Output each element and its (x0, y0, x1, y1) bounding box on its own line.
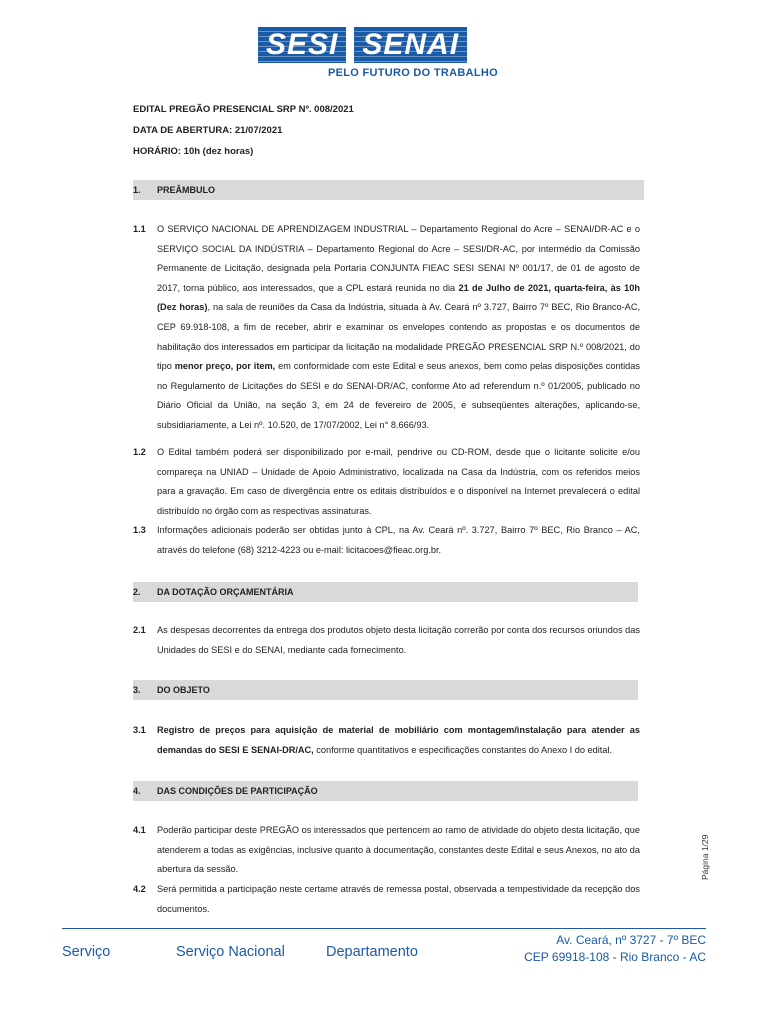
paragraph-number: 4.2 (133, 884, 146, 894)
paragraph-text: Será permitida a participação neste certame através de remessa postal, observada a tempestividade da recepção dos documentos. (157, 884, 640, 914)
logo-senai: SENAI (354, 27, 467, 63)
paragraph-text: Poderão participar deste PREGÃO os interessados que pertencem ao ramo de atividade do objeto desta licitação, que atenderem a todas as exigências, inclusive quanto à documentação, constantes deste Edital e seus Anexos, no ato da abertura da sessão. (157, 825, 640, 875)
footer-address (524, 932, 706, 966)
logo-sesi: SESI (258, 27, 346, 63)
paragraph-text: Registro de preços para aquisição de material de mobiliário com montagem/instalação para atender as demandas do SESI E SENAI-DR/AC, conforme quantitativos e especificações constantes do Anexo I do edital. (157, 725, 640, 755)
paragraph-3-1 (133, 721, 640, 760)
paragraph-number: 1.2 (133, 447, 146, 457)
footer-departamento: Departamento (326, 944, 418, 960)
footer-servico-nacional: Serviço Nacional (176, 944, 285, 960)
paragraph-1-3 (133, 521, 640, 560)
edital-title: EDITAL PREGÃO PRESENCIAL SRP Nº. 008/2021 (133, 104, 354, 115)
footer-address-line1: Av. Ceará, nº 3727 - 7º BEC (556, 933, 706, 947)
footer-divider (62, 928, 706, 929)
opening-date: DATA DE ABERTURA: 21/07/2021 (133, 125, 283, 136)
paragraph-text: Informações adicionais poderão ser obtidas junto à CPL, na Av. Ceará nº. 3.727, Bairro 7º BEC, Rio Branco – AC, através do telefone (68) 3212-4223 ou e-mail: licitacoes@fieac.org.br. (157, 525, 640, 555)
paragraph-text: O SERVIÇO NACIONAL DE APRENDIZAGEM INDUSTRIAL – Departamento Regional do Acre – SENAI/DR-AC e o SERVIÇO SOCIAL DA INDÚSTRIA – Departamento Regional do Acre – SESI/DR-AC, por intermédio da Comissão Permanente de Licitação, designada pela Portaria CONJUNTA FIEAC SESI SENAI Nº 001/17, de 01 de agosto de 2017, torna público, aos interessados, que a CPL estará reunida no dia 21 de Julho de 2021, quarta-feira, às 10h (Dez horas), na sala de reuniões da Casa da Indústria, situada à Av. Ceará nº 3.727, Bairro 7º BEC, Rio Branco-AC, CEP 69.918-108, a fim de receber, abrir e examinar os envelopes contendo as propostas e os documentos de habilitação dos interessados em participar da licitação na modalidade PREGÃO PRESENCIAL SRP N.º 008/2021, do tipo menor preço, por item, em conformidade com este Edital e seus anexos, bem como pelas disposições contidas no Regulamento de Licitações do SESI e do SENAI-DR/AC, conforme Ato ad referendum n.º 01/2005, publicado no Diário Oficial da União, na seção 3, em 24 de fevereiro de 2005, e subseqüentes alterações, aplicando-se, subsidiariamente, a Lei nº. 10.520, de 17/07/2002, Lei n° 8.666/93. (157, 224, 641, 430)
paragraph-4-1 (133, 821, 640, 880)
section-title: PREÂMBULO (157, 185, 215, 195)
section-title: DAS CONDIÇÕES DE PARTICIPAÇÃO (157, 786, 318, 796)
page-number: Página 1/29 (700, 834, 710, 880)
paragraph-number: 4.1 (133, 825, 146, 835)
section-heading-participacao (133, 781, 638, 801)
section-title: DO OBJETO (157, 685, 210, 695)
paragraph-text: As despesas decorrentes da entrega dos produtos objeto desta licitação correrão por conta dos recursos oriundos das Unidades do SESI e do SENAI, mediante cada fornecimento. (157, 625, 640, 655)
section-heading-objeto (133, 680, 638, 700)
logo-tagline: PELO FUTURO DO TRABALHO (327, 67, 498, 79)
paragraph-2-1 (133, 621, 640, 660)
opening-time: HORÁRIO: 10h (dez horas) (133, 146, 254, 157)
section-number: 3. (133, 685, 141, 695)
footer-servico: Serviço (62, 944, 111, 960)
paragraph-number: 2.1 (133, 625, 146, 635)
section-title: DA DOTAÇÃO ORÇAMENTÁRIA (157, 587, 294, 597)
section-number: 4. (133, 786, 141, 796)
paragraph-number: 1.1 (133, 224, 146, 234)
paragraph-1-2 (133, 443, 640, 521)
paragraph-number: 3.1 (133, 725, 146, 735)
paragraph-4-2 (133, 880, 640, 919)
footer-address-line2: CEP 69918-108 - Rio Branco - AC (524, 950, 706, 964)
section-number: 1. (133, 185, 141, 195)
paragraph-text: O Edital também poderá ser disponibilizado por e-mail, pendrive ou CD-ROM, desde que o licitante solicite e/ou compareça na UNIAD – Unidade de Apoio Administrativo, localizada na Casa da Indústria, com os referidos meios para a gravação. Em caso de divergência entre os editais distribuídos e o disponível na Internet prevalecerá o edital distribuído no órgão com as respectivas assinaturas. (157, 447, 640, 516)
paragraph-1-1 (133, 220, 640, 436)
section-heading-preambulo (133, 180, 644, 200)
section-heading-dotacao (133, 582, 638, 602)
sesi-senai-logo (258, 27, 508, 83)
paragraph-number: 1.3 (133, 525, 146, 535)
section-number: 2. (133, 587, 141, 597)
